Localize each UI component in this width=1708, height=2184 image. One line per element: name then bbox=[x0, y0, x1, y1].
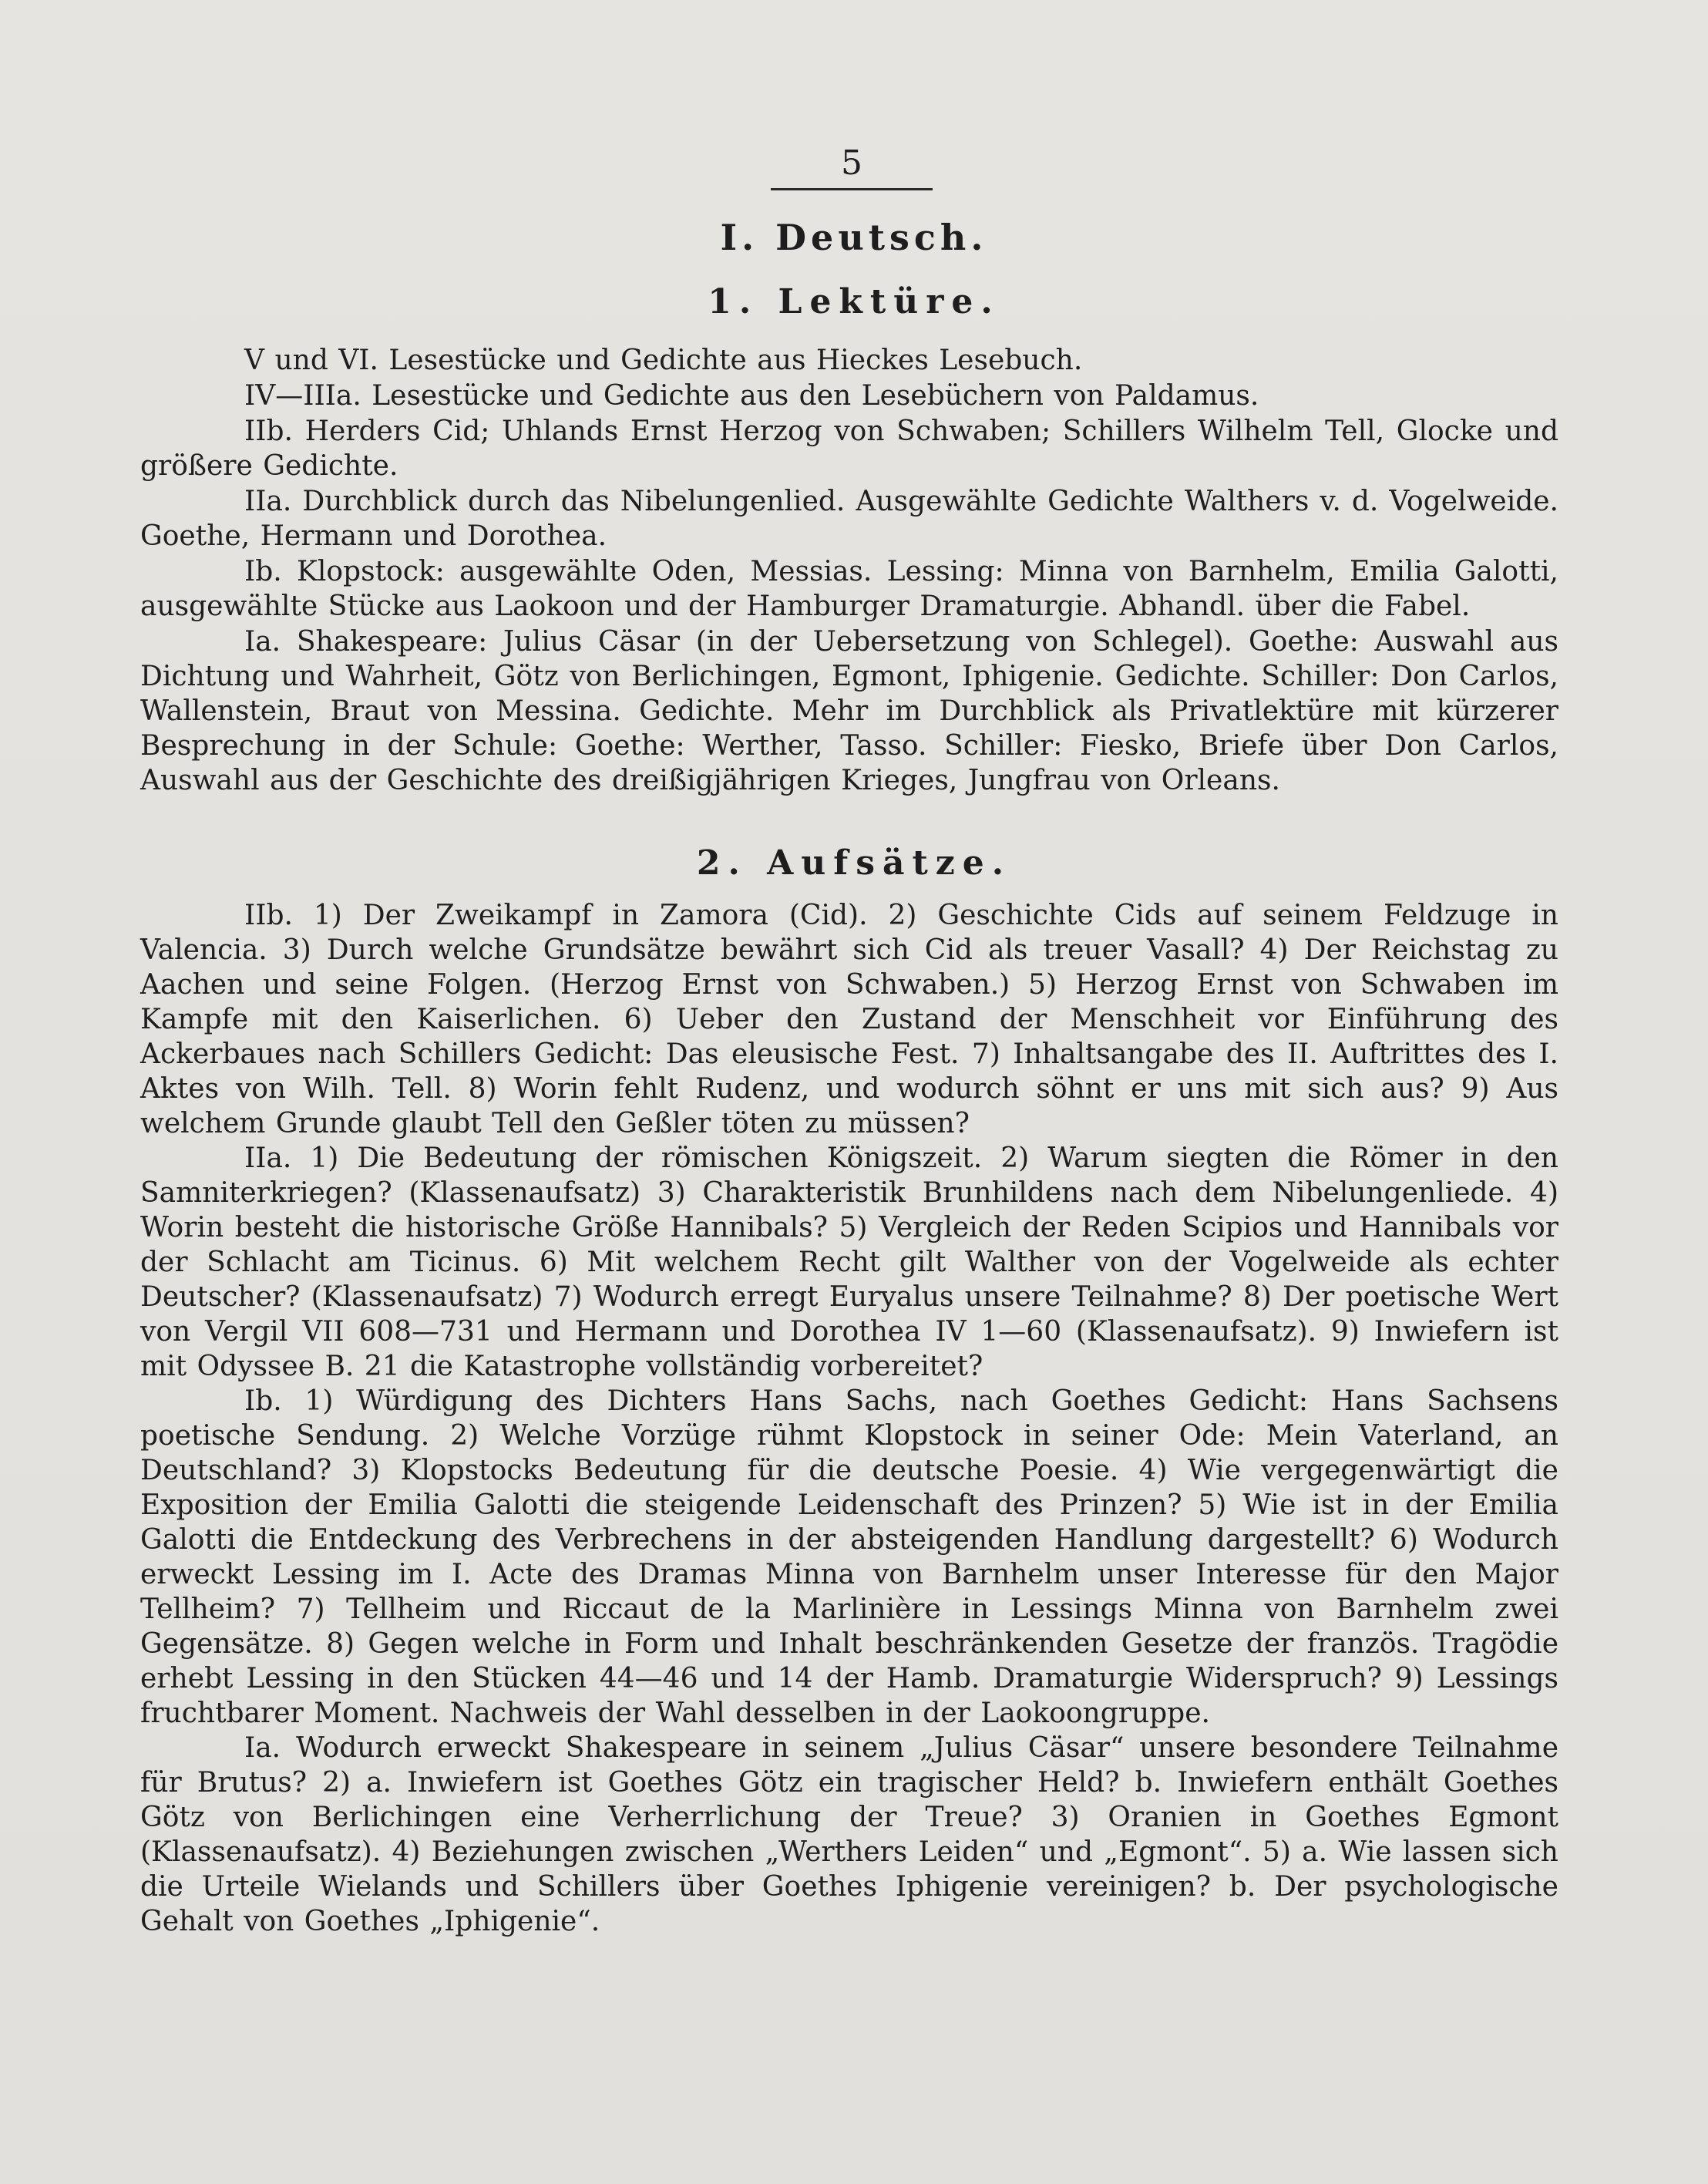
header-rule bbox=[771, 188, 933, 190]
lektuere-paragraph: Ib. Klopstock: ausgewählte Oden, Messias. Lessing: Minna von Barnhelm, Emilia Galotti, ausgewählte Stücke aus Laokoon und der Hamburger Dramaturgie. Abhandl. über die Fabel. bbox=[140, 556, 1558, 622]
section-title: I. Deutsch. bbox=[720, 217, 988, 258]
aufsaetze-paragraph: IIb. 1) Der Zweikampf in Zamora (Cid). 2) Geschichte Cids auf seinem Feldzuge in Valencia. 3) Durch welche Grundsätze bewährt sich Cid als treuer Vasall? 4) Der Reichstag zu Aachen und seine Folgen. (Herzog Ernst von Schwaben.) 5) Herzog Ernst von Schwaben im Kampfe mit den Kaiserlichen. 6) Ueber den Zustand der Menschheit vor Einführung des Ackerbaues nach Schillers Gedicht: Das eleusische Fest. 7) Inhaltsangabe des II. Auftrittes des I. Aktes von Wilh. Tell. 8) Worin fehlt Rudenz, und wodurch söhnt er uns mit sich aus? 9) Aus welchem Grunde glaubt Tell den Geßler töten zu müssen? bbox=[140, 900, 1558, 1139]
lektuere-paragraph: V und VI. Lesestücke und Gedichte aus Hieckes Lesebuch. bbox=[244, 345, 1083, 376]
page-number: 5 bbox=[841, 143, 862, 183]
aufsaetze-title: 2. Aufsätze. bbox=[696, 843, 1012, 883]
aufsaetze-paragraph: Ia. Wodurch erweckt Shakespeare in seinem „Julius Cäsar“ unsere besondere Teilnahme für Brutus? 2) a. Inwiefern ist Goethes Götz ein tragischer Held? b. Inwiefern enthält Goethes Götz von Berlichingen eine Verherrlichung der Treue? 3) Oranien in Goethes Egmont (Klassenaufsatz). 4) Beziehungen zwischen „Werthers Leiden“ und „Egmont“. 5) a. Wie lassen sich die Urteile Wielands und Schillers über Goethes Iphigenie vereinigen? b. Der psychologische Gehalt von Goethes „Iphigenie“. bbox=[140, 1732, 1558, 1937]
aufsaetze-paragraph: IIa. 1) Die Bedeutung der römischen Königszeit. 2) Warum siegten die Römer in den Samniterkriegen? (Klassenaufsatz) 3) Charakteristik Brunhildens nach dem Nibelungenliede. 4) Worin besteht die historische Größe Hannibals? 5) Vergleich der Reden Scipios und Hannibals vor der Schlacht am Ticinus. 6) Mit welchem Recht gilt Walther von der Vogelweide als echter Deutscher? (Klassenaufsatz) 7) Wodurch erregt Euryalus unsere Teilnahme? 8) Der poetische Wert von Vergil VII 608—731 und Hermann und Dorothea IV 1—60 (Klassenaufsatz). 9) Inwiefern ist mit Odyssee B. 21 die Katastrophe vollständig vorbereitet? bbox=[140, 1142, 1558, 1382]
aufsaetze-section bbox=[140, 898, 1558, 1939]
lektuere-paragraph: IIb. Herders Cid; Uhlands Ernst Herzog von Schwaben; Schillers Wilhelm Tell, Glocke und größere Gedichte. bbox=[140, 416, 1558, 482]
lektuere-section bbox=[140, 343, 1558, 799]
lektuere-paragraph: IIa. Durchblick durch das Nibelungenlied. Ausgewählte Gedichte Walthers v. d. Vogelweide. Goethe, Hermann und Dorothea. bbox=[140, 486, 1558, 552]
lektuere-title: 1. Lektüre. bbox=[708, 282, 1000, 321]
lektuere-paragraph: Ia. Shakespeare: Julius Cäsar (in der Uebersetzung von Schlegel). Goethe: Auswahl aus Dichtung und Wahrheit, Götz von Berlichingen, Egmont, Iphigenie. Gedichte. Schiller: Don Carlos, Wallenstein, Braut von Messina. Gedichte. Mehr im Durchblick als Privatlektüre mit kürzerer Besprechung in der Schule: Goethe: Werther, Tasso. Schiller: Fiesko, Briefe über Don Carlos, Auswahl aus der Geschichte des dreißigjährigen Krieges, Jungfrau von Orleans. bbox=[140, 626, 1558, 796]
aufsaetze-paragraph: Ib. 1) Würdigung des Dichters Hans Sachs, nach Goethes Gedicht: Hans Sachsens poetische Sendung. 2) Welche Vorzüge rühmt Klopstock in seiner Ode: Mein Vaterland, an Deutschland? 3) Klopstocks Bedeutung für die deutsche Poesie. 4) Wie vergegenwärtigt die Exposition der Emilia Galotti die steigende Leidenschaft des Prinzen? 5) Wie ist in der Emilia Galotti die Entdeckung des Verbrechens in der absteigenden Handlung dargestellt? 6) Wodurch erweckt Lessing im I. Acte des Dramas Minna von Barnhelm unser Interesse für den Major Tellheim? 7) Tellheim und Riccaut de la Marlinière in Lessings Minna von Barnhelm zwei Gegensätze. 8) Gegen welche in Form und Inhalt beschränkenden Gesetze der französ. Tragödie erhebt Lessing in den Stücken 44—46 und 14 der Hamb. Dramaturgie Widerspruch? 9) Lessings fruchtbarer Moment. Nachweis der Wahl desselben in der Laokoongruppe. bbox=[140, 1385, 1558, 1729]
lektuere-paragraph: IV—IIIa. Lesestücke und Gedichte aus den Lesebüchern von Paldamus. bbox=[244, 380, 1259, 412]
